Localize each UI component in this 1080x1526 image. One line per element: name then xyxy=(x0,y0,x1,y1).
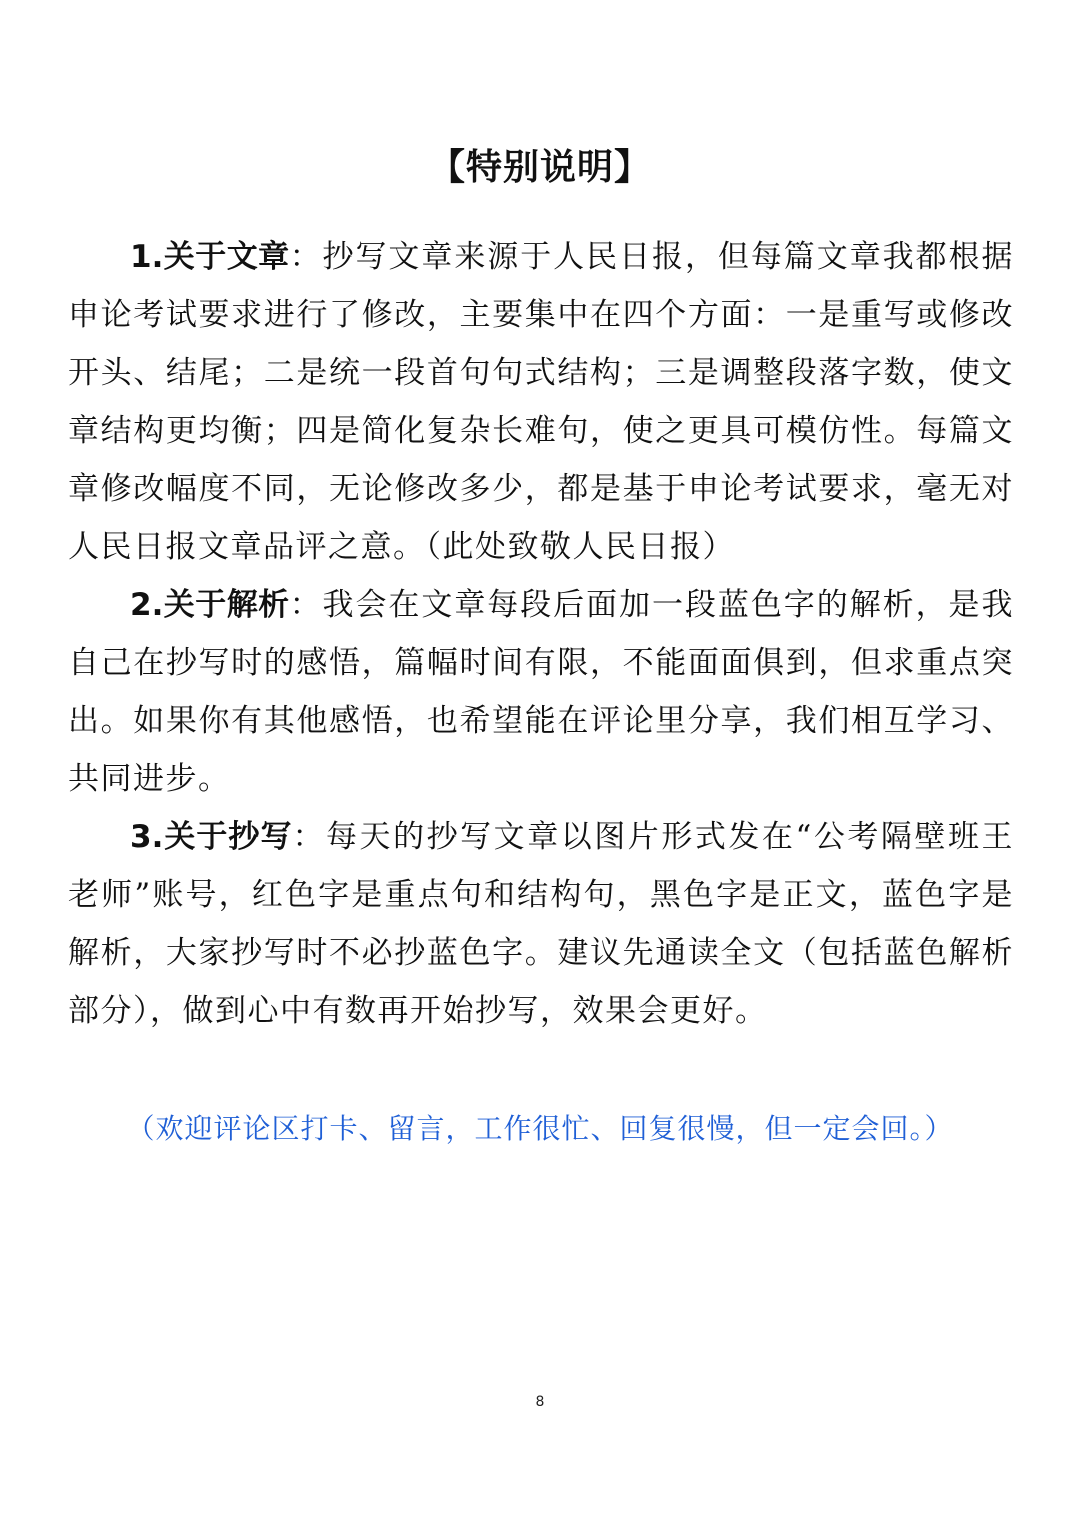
section-heading: 3.关于抄写 xyxy=(130,819,293,855)
page-number: 8 xyxy=(535,1394,545,1410)
section-text: ：我会在文章每段后面加一段蓝色字的解析，是我自己在抄写时的感悟，篇幅时间有限，不能面面俱到，但求重点突出。如果你有其他感悟，也希望能在评论里分享，我们相互学习、共同进步。 xyxy=(68,587,1014,797)
section-text: ：每天的抄写文章以图片形式发在“公考隔壁班王老师”账号，红色字是重点句和结构句，黑色字是正文，蓝色字是解析，大家抄写时不必抄蓝色字。建议先通读全文（包括蓝色解析部分），做到心中有数再开始抄写，效果会更好。 xyxy=(68,819,1014,1029)
section-analysis xyxy=(68,576,1014,808)
section-text: ：抄写文章来源于人民日报，但每篇文章我都根据申论考试要求进行了修改，主要集中在四个方面：一是重写或修改开头、结尾；二是统一段首句句式结构；三是调整段落字数，使文章结构更均衡；四是简化复杂长难句，使之更具可模仿性。每篇文章修改幅度不同，无论修改多少，都是基于申论考试要求，毫无对人民日报文章品评之意。（此处致敬人民日报） xyxy=(68,239,1014,565)
page-title: 【特别说明】 xyxy=(428,147,651,188)
document-body xyxy=(68,228,1014,1040)
section-heading: 1.关于文章 xyxy=(130,239,290,275)
section-copying xyxy=(68,808,1014,1040)
section-heading: 2.关于解析 xyxy=(130,587,290,623)
comment-note: （欢迎评论区打卡、留言，工作很忙、回复很慢，但一定会回。） xyxy=(126,1112,954,1145)
section-articles xyxy=(68,228,1014,576)
